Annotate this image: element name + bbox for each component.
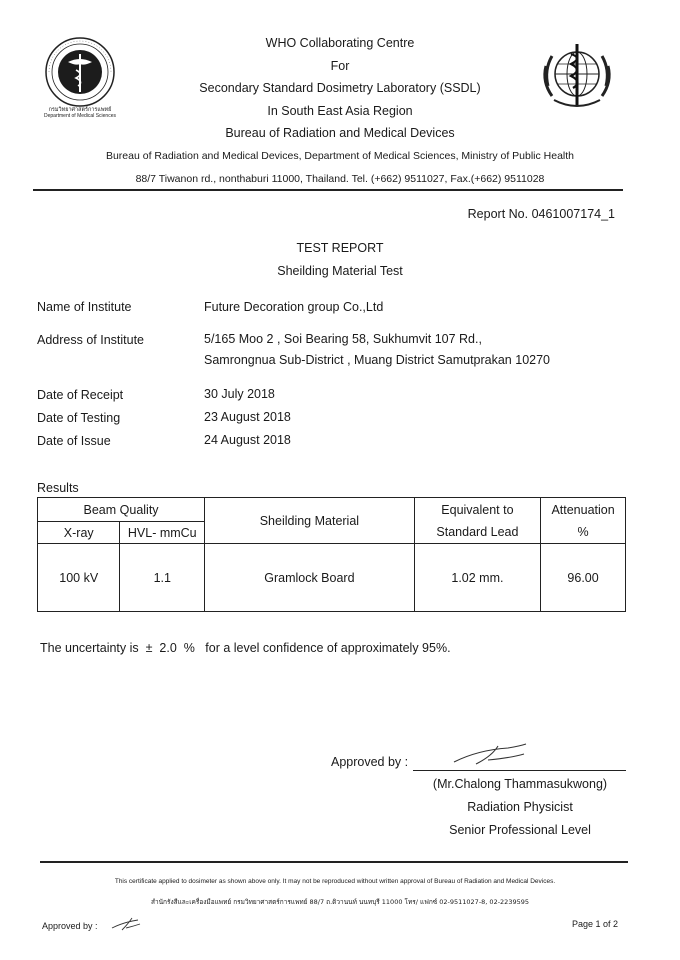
footer-thai-address: สำนักรังสีและเครื่องมือแพทย์ กรมวิทยาศาสตร์การแพทย์ 88/7 ถ.ติวานนท์ นนทบุรี 11000 โทร/ แฟกซ์ 02-9511027-8, 02-2239595	[150, 898, 529, 906]
testing-value: 23 August 2018	[204, 410, 291, 424]
material-header: Sheilding Material	[205, 498, 415, 544]
approved-by-label: Approved by :	[331, 755, 409, 769]
page-number: Page 1 of 2	[572, 919, 619, 929]
header-line-3: Secondary Standard Dosimetry Laboratory (SSDL)	[199, 81, 481, 95]
approver-position-2: Senior Professional Level	[449, 823, 591, 837]
footer-notice: This certificate applied to dosimeter as shown above only. It may not be reproduced without written approval of Bureau of Radiation and Medical Devices.	[114, 878, 556, 885]
beam-quality-header: Beam Quality	[38, 498, 205, 522]
header-line-5: Bureau of Radiation and Medical Devices	[225, 126, 455, 140]
footer-signature-icon	[110, 916, 144, 934]
footer-approved-by: Approved by :	[42, 921, 98, 931]
equivalent-header-line-2: Standard Lead	[436, 524, 519, 539]
report-number: Report No. 0461007174_1	[467, 207, 615, 221]
header-line-2: For	[330, 59, 350, 73]
testing-label: Date of Testing	[37, 411, 121, 425]
logo-caption-thai: กรมวิทยาศาสตร์การแพทย์	[48, 107, 112, 113]
material-value: Gramlock Board	[205, 544, 415, 612]
xray-header: X-ray	[38, 522, 120, 544]
uncertainty-statement: The uncertainty is ± 2.0 % for a level confidence of approximately 95%.	[40, 641, 451, 655]
signature-line	[413, 770, 626, 771]
signature-icon	[448, 740, 538, 770]
header-divider	[33, 189, 623, 191]
report-title: TEST REPORT	[296, 241, 384, 255]
report-subtitle: Sheilding Material Test	[277, 264, 403, 278]
address-label: Address of Institute	[37, 333, 145, 347]
header-line-6: Bureau of Radiation and Medical Devices, Department of Medical Sciences, Ministry of Public Health	[105, 150, 575, 162]
issue-value: 24 August 2018	[204, 433, 291, 447]
table-row	[38, 544, 626, 612]
hvl-header: HVL- mmCu	[120, 522, 205, 544]
equivalent-header	[414, 498, 540, 544]
receipt-value: 30 July 2018	[204, 387, 275, 401]
equivalent-value: 1.02 mm.	[414, 544, 540, 612]
attenuation-header-line-1: Attenuation	[551, 502, 615, 517]
issue-label: Date of Issue	[37, 434, 111, 448]
institute-value: Future Decoration group Co.,Ltd	[204, 300, 384, 314]
attenuation-header	[541, 498, 626, 544]
header-line-7: 88/7 Tiwanon rd., nonthaburi 11000, Thailand. Tel. (+662) 9511027, Fax.(+662) 9511028	[135, 173, 545, 185]
equivalent-header-line-1: Equivalent to	[441, 502, 514, 517]
header-line-4: In South East Asia Region	[267, 104, 413, 118]
results-table	[37, 497, 626, 612]
results-heading: Results	[37, 481, 79, 495]
hvl-value: 1.1	[120, 544, 205, 612]
header-line-1: WHO Collaborating Centre	[265, 36, 415, 50]
institute-label: Name of Institute	[37, 300, 132, 314]
attenuation-value: 96.00	[541, 544, 626, 612]
address-line-1: 5/165 Moo 2 , Soi Bearing 58, Sukhumvit 107 Rd.,	[204, 332, 482, 346]
address-line-2: Samrongnua Sub-District , Muang District Samutprakan 10270	[204, 353, 550, 367]
logo-caption-english: Department of Medical Sciences	[44, 113, 116, 119]
receipt-label: Date of Receipt	[37, 388, 124, 402]
approver-name: (Mr.Chalong Thammasukwong)	[432, 777, 608, 791]
footer-divider	[40, 861, 628, 863]
xray-value: 100 kV	[38, 544, 120, 612]
approver-position-1: Radiation Physicist	[467, 800, 573, 814]
attenuation-header-line-2: %	[577, 524, 589, 539]
